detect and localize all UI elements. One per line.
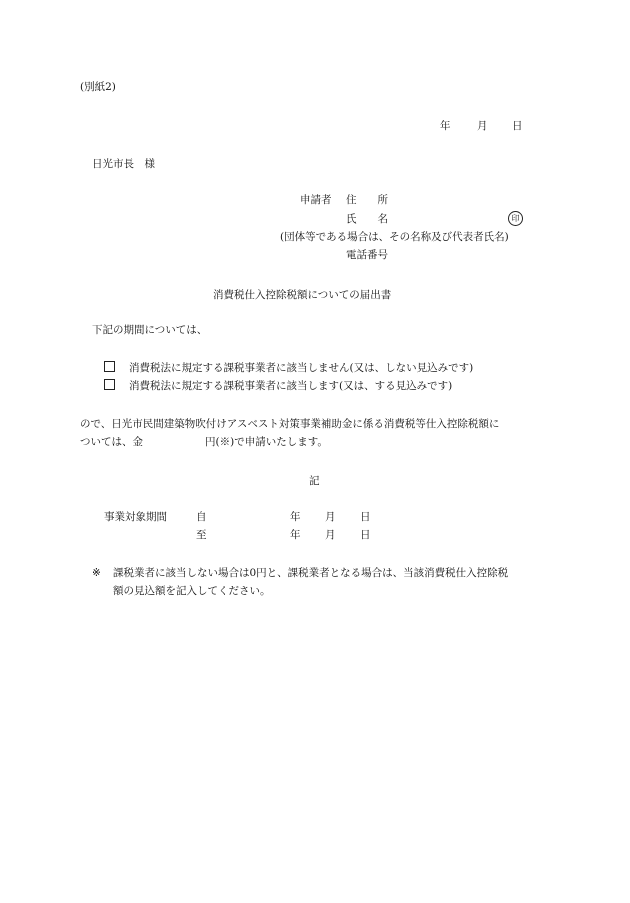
to-year: 年 <box>290 529 301 541</box>
from-day: 日 <box>360 511 371 523</box>
body-line-1: ので、日光市民間建築物吹付けアスベスト対策事業補助金に係る消費税等仕入控除税額に <box>80 418 500 430</box>
seal-mark: 印 <box>508 211 523 226</box>
option-label: 消費税法に規定する課税事業者に該当します(又は、する見込みです) <box>129 380 453 392</box>
intro-text: 下記の期間については、 <box>92 324 208 336</box>
from-year: 年 <box>290 511 301 523</box>
to-month: 月 <box>325 529 336 541</box>
applicant-title: 申請者 <box>300 194 332 206</box>
addressee: 日光市長 様 <box>92 158 155 170</box>
note-line-1: 課税業者に該当しない場合は0円と、課税業者となる場合は、当該消費税仕入控除税 <box>113 567 509 579</box>
option-taxable <box>104 379 452 393</box>
org-note: (団体等である場合は、その名称及び代表者氏名) <box>280 231 509 243</box>
checkbox[interactable] <box>104 361 115 372</box>
ki-heading: 記 <box>309 475 320 487</box>
option-label: 消費税法に規定する課税事業者に該当しません(又は、しない見込みです) <box>129 362 474 374</box>
period-label: 事業対象期間 <box>104 511 167 523</box>
note-line-2: 額の見込額を記入してください。 <box>113 585 271 597</box>
phone-label: 電話番号 <box>346 249 388 261</box>
checkbox[interactable] <box>104 379 115 390</box>
body-line-2-prefix: ついては、金 <box>80 436 143 448</box>
body-line-2-suffix: 円(※)で申請いたします。 <box>205 436 328 448</box>
option-not-taxable <box>104 361 473 375</box>
note-mark: ※ <box>92 567 101 579</box>
date-year: 年 <box>440 120 451 132</box>
period-to: 至 <box>196 529 207 541</box>
period-from: 自 <box>196 511 207 523</box>
to-day: 日 <box>360 529 371 541</box>
from-month: 月 <box>325 511 336 523</box>
address-label: 住 所 <box>346 194 388 206</box>
document-title: 消費税仕入控除税額についての届出書 <box>213 289 392 301</box>
attachment-label: (別紙2) <box>80 81 116 93</box>
name-label: 氏 名 <box>346 213 388 225</box>
date-day: 日 <box>512 120 523 132</box>
date-month: 月 <box>477 120 488 132</box>
